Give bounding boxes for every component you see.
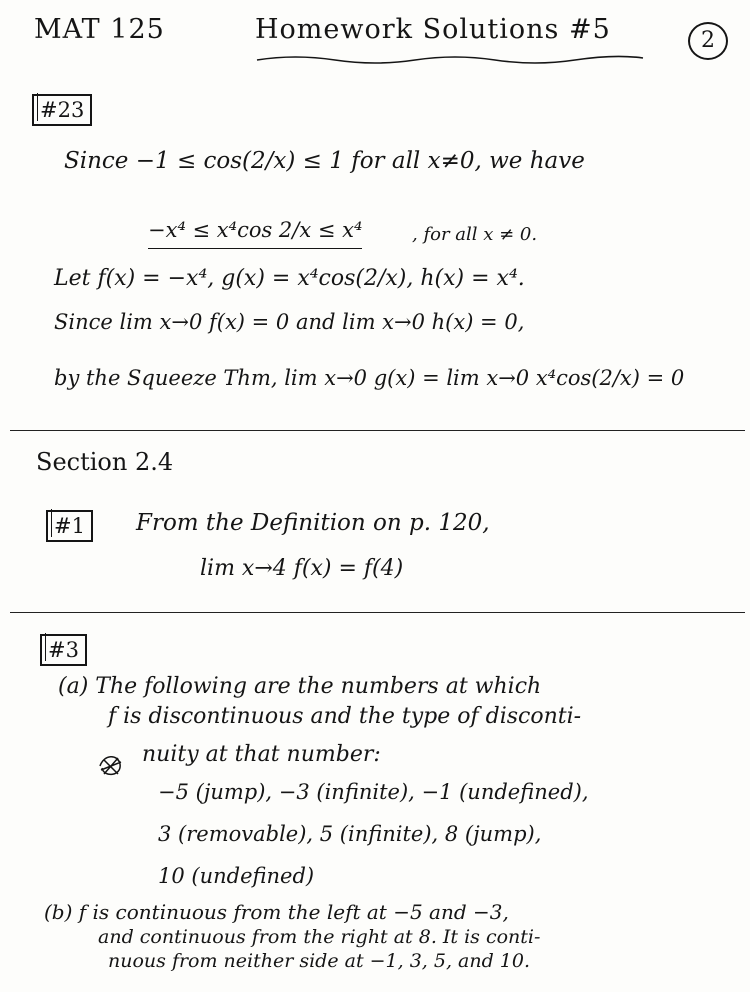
part-a-line: f is discontinuous and the type of disconti- xyxy=(108,704,582,729)
part-b-line: and continuous from the right at 8. It is conti- xyxy=(98,926,541,948)
part-b-line: nuous from neither side at −1, 3, 5, and 10. xyxy=(108,950,531,972)
limit-statement: lim x→4 f(x) = f(4) xyxy=(200,556,404,581)
part-a-line: nuity at that number: xyxy=(142,742,381,767)
section-title: Section 2.4 xyxy=(36,448,174,476)
scribble-mark xyxy=(96,752,126,780)
problem-text: From the Definition on p. 120, xyxy=(136,510,490,536)
page-number: 2 xyxy=(688,22,728,60)
problem-label: #23 xyxy=(32,94,92,126)
discontinuity-list: 10 (undefined) xyxy=(158,864,315,888)
part-a-line: (a) The following are the numbers at which xyxy=(58,674,542,699)
page-title: Homework Solutions #5 xyxy=(255,14,611,45)
limits-line: Since lim x→0 f(x) = 0 and lim x→0 h(x) = 0, xyxy=(54,310,525,334)
problem-label: #3 xyxy=(40,634,87,666)
problem-text: Since −1 ≤ cos(2/x) ≤ 1 for all x≠0, we have xyxy=(64,148,585,174)
squeeze-line: by the Squeeze Thm, lim x→0 g(x) = lim x→0 x⁴cos(2/x) = 0 xyxy=(54,366,685,390)
inequality: −x⁴ ≤ x⁴cos 2/x ≤ x⁴ xyxy=(148,218,362,249)
course-code: MAT 125 xyxy=(34,14,165,45)
discontinuity-list: 3 (removable), 5 (infinite), 8 (jump), xyxy=(158,822,542,846)
part-b-line: (b) f is continuous from the left at −5 and −3, xyxy=(44,900,509,924)
section-divider xyxy=(10,430,745,431)
title-underline xyxy=(255,52,645,66)
inequality-note: , for all x ≠ 0. xyxy=(412,224,538,245)
discontinuity-list: −5 (jump), −3 (infinite), −1 (undefined), xyxy=(158,780,589,804)
section-divider xyxy=(10,612,745,613)
definitions-line: Let f(x) = −x⁴, g(x) = x⁴cos(2/x), h(x) = x⁴. xyxy=(54,266,525,291)
problem-label: #1 xyxy=(46,510,93,542)
